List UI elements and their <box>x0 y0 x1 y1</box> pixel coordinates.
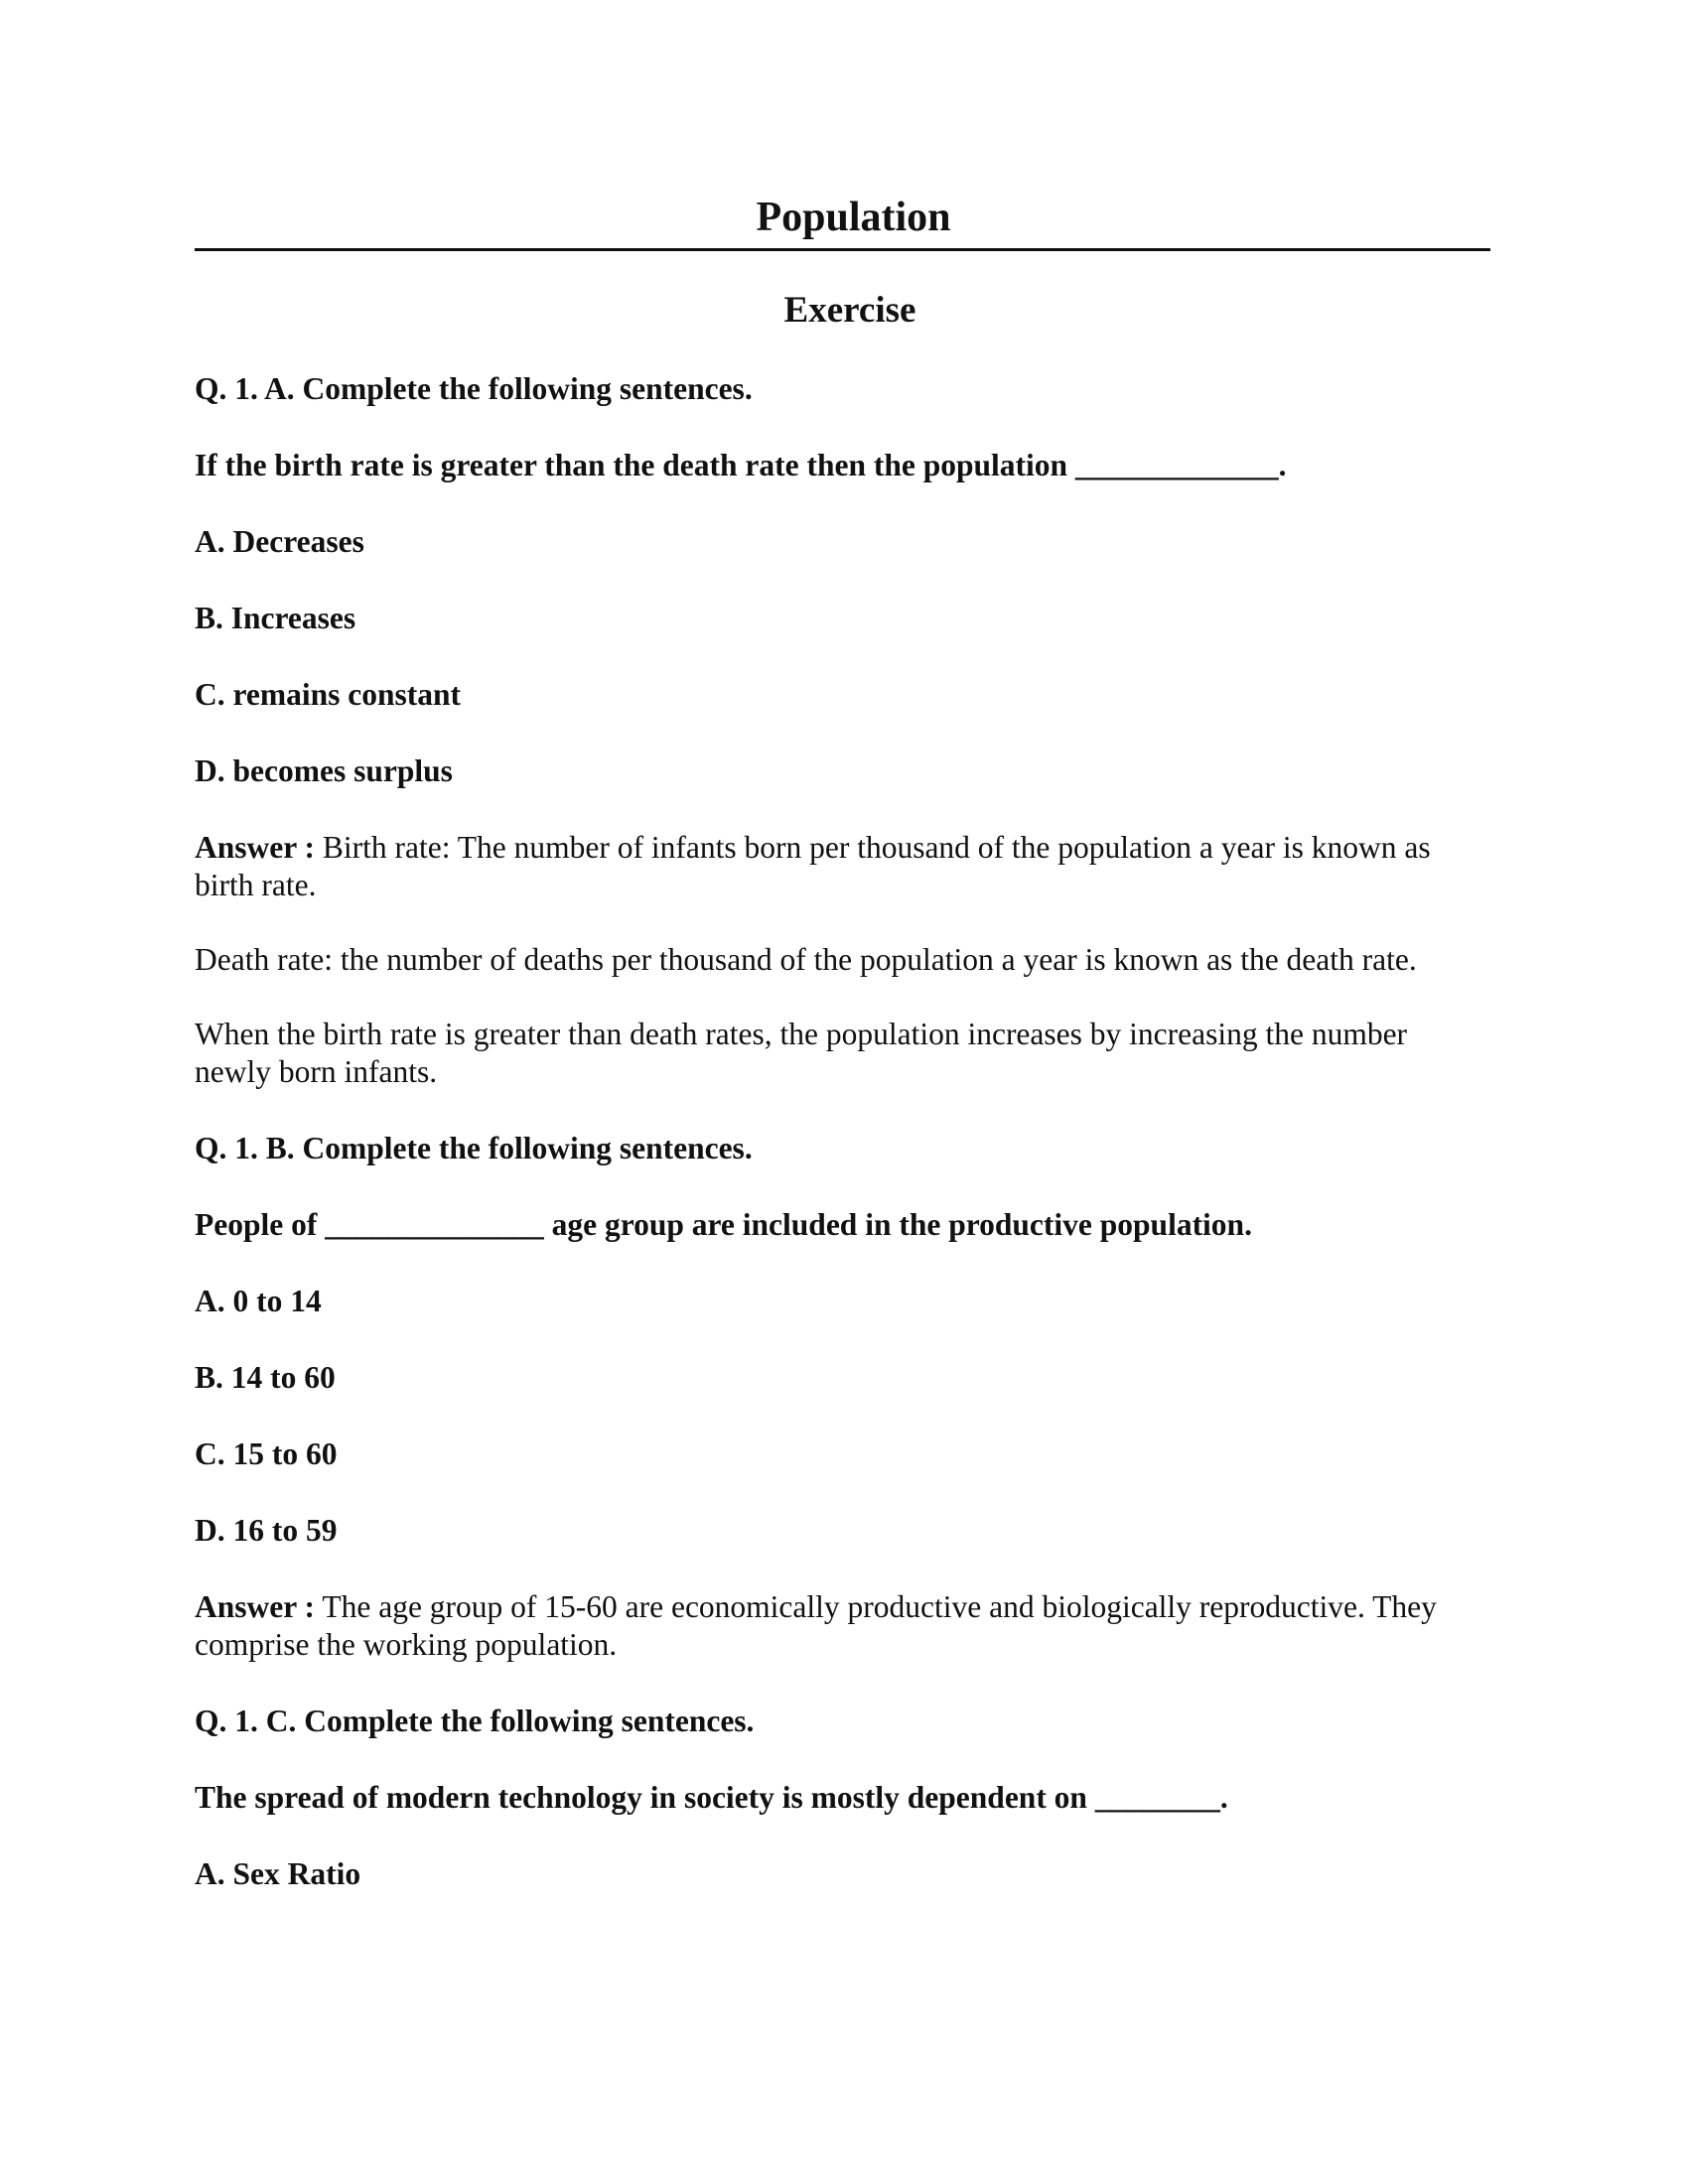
answer-paragraph <box>195 1588 1485 1664</box>
answer-label: Answer : <box>195 1589 316 1624</box>
question-1b <box>195 1130 1485 1664</box>
answer-text: The age group of 15-60 are economically productive and biologically reproductive. They comprise the working population. <box>195 1589 1437 1662</box>
answer-paragraph: When the birth rate is greater than death rates, the population increases by increasing the number newly born infants. <box>195 1017 1408 1089</box>
option-a: A. Sex Ratio <box>195 1856 361 1891</box>
option-a: A. 0 to 14 <box>195 1284 322 1318</box>
question-1c <box>195 1703 1485 1893</box>
question-heading: Q. 1. C. Complete the following sentences. <box>195 1704 755 1738</box>
option-b: B. Increases <box>195 601 356 635</box>
question-1a <box>195 370 1485 1091</box>
title-rule <box>195 189 1490 251</box>
answer-paragraph: Death rate: the number of deaths per thousand of the population a year is known as the death rate. <box>195 942 1417 977</box>
option-b: B. 14 to 60 <box>195 1360 336 1395</box>
document-page <box>195 189 1485 1893</box>
section-subtitle: Exercise <box>783 290 916 331</box>
option-d: D. 16 to 59 <box>195 1513 338 1548</box>
question-statement: People of ______________ age group are included in the productive population. <box>195 1207 1252 1242</box>
page-title: Population <box>756 195 951 240</box>
option-a: A. Decreases <box>195 524 364 559</box>
question-heading: Q. 1. B. Complete the following sentences. <box>195 1131 753 1165</box>
answer-paragraph <box>195 829 1485 904</box>
question-statement: The spread of modern technology in society is mostly dependent on ________. <box>195 1780 1228 1815</box>
option-c: C. remains constant <box>195 677 462 712</box>
option-c: C. 15 to 60 <box>195 1436 338 1471</box>
question-statement: If the birth rate is greater than the death rate then the population _____________. <box>195 448 1287 482</box>
question-heading: Q. 1. A. Complete the following sentences. <box>195 371 753 406</box>
answer-label: Answer : <box>195 830 316 865</box>
answer-text: Birth rate: The number of infants born per thousand of the population a year is known as birth rate. <box>195 830 1431 902</box>
option-d: D. becomes surplus <box>195 753 453 788</box>
